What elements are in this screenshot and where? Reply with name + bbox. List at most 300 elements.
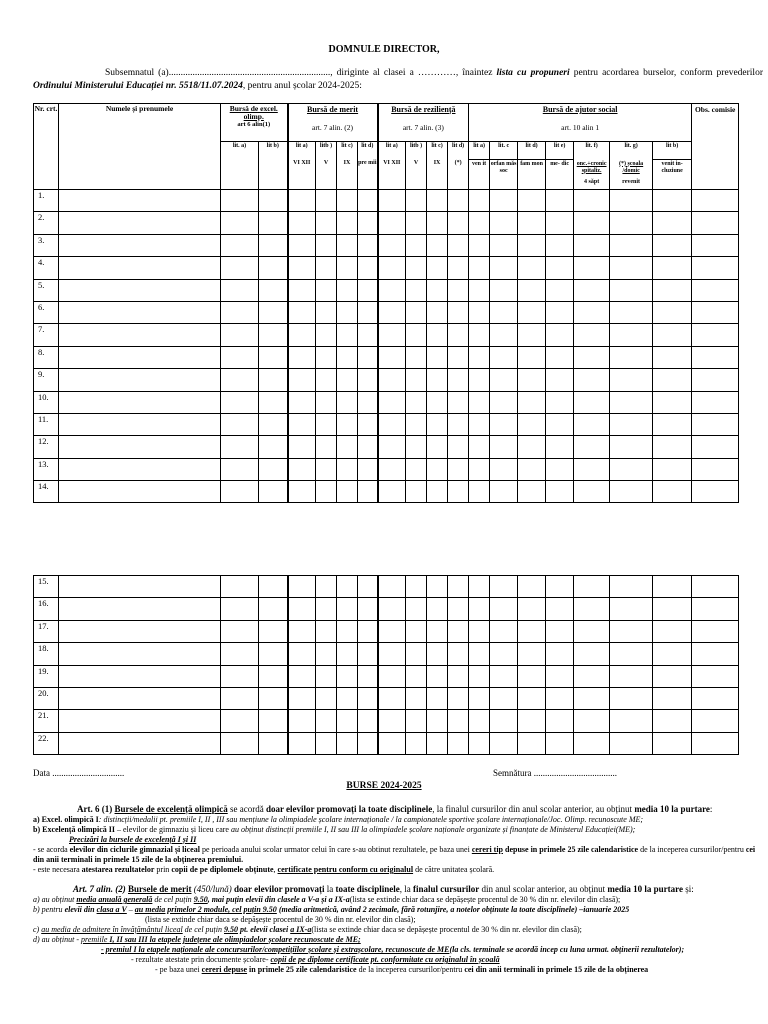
bursary-cell (469, 413, 490, 435)
social-subcol-bottom-0 (469, 160, 490, 190)
bursary-cell (316, 212, 337, 234)
bursary-cell (337, 687, 358, 709)
bursary-cell (221, 369, 259, 391)
bursary-cell (378, 234, 406, 256)
bursary-cell (653, 576, 692, 598)
bursary-cell (316, 234, 337, 256)
bursary-cell (316, 257, 337, 279)
bursary-cell (546, 257, 574, 279)
merit-subcol-bottom: pre mii (358, 160, 377, 166)
merit-c-5: pt. elevii clasei (238, 925, 291, 934)
bursary-cell (288, 576, 316, 598)
cond1-text-b: elevilor din ciclurile gimnazial și liceal (69, 845, 200, 854)
bursary-cell (610, 324, 653, 346)
result1-a: - r (131, 955, 139, 964)
bursary-cell (221, 212, 259, 234)
bursary-cell (288, 190, 316, 212)
col-header-resilience (378, 104, 469, 142)
row-number: 8. (34, 346, 59, 368)
bursary-cell (692, 732, 739, 754)
row-number: 11. (34, 413, 59, 435)
bursary-cell (490, 576, 518, 598)
bursary-cell (610, 620, 653, 642)
row-number: 1. (34, 190, 59, 212)
bursary-cell (358, 391, 378, 413)
row-number: 10. (34, 391, 59, 413)
merit-b-2: elevii din (64, 905, 97, 914)
bursary-cell (490, 598, 518, 620)
row-number: 18. (34, 643, 59, 665)
bursary-cell (288, 301, 316, 323)
bursary-cell (358, 413, 378, 435)
bursary-cell (574, 234, 610, 256)
bursary-cell (259, 665, 288, 687)
student-name-cell (59, 369, 221, 391)
row-number: 21. (34, 710, 59, 732)
col-header-name: Numele și prenumele (59, 104, 221, 190)
student-name-cell (59, 710, 221, 732)
table-row (34, 324, 739, 346)
bursary-cell (469, 279, 490, 301)
bursary-cell (490, 346, 518, 368)
bursary-cell (610, 710, 653, 732)
bursary-cell (406, 436, 427, 458)
col-header-excel (221, 104, 288, 142)
cond2-text-b: atestarea rezultatelor (81, 865, 155, 874)
bursary-cell (546, 481, 574, 503)
bursary-cell (316, 279, 337, 301)
bursary-cell (574, 436, 610, 458)
bursary-cell (259, 391, 288, 413)
social-subcol-bottom-6 (653, 160, 692, 190)
bursary-cell (221, 732, 259, 754)
bursary-cell (469, 391, 490, 413)
bursary-cell (546, 598, 574, 620)
bursary-cell (546, 324, 574, 346)
bursary-cell (469, 481, 490, 503)
intro-text-2: lista cu propuneri (496, 68, 570, 78)
resilience-subcol-2 (427, 142, 448, 190)
bursary-cell (469, 324, 490, 346)
bursary-cell (448, 643, 469, 665)
bursary-cell (427, 301, 448, 323)
bursary-cell (406, 481, 427, 503)
bursary-cell (469, 643, 490, 665)
social-subcol-mid: (*) școala /domic (619, 160, 644, 174)
bursary-cell (518, 481, 546, 503)
bursary-cell (490, 436, 518, 458)
bursary-cell (378, 576, 406, 598)
bursary-cell (490, 257, 518, 279)
bursary-cell (427, 643, 448, 665)
bursary-cell (448, 190, 469, 212)
bursary-cell (692, 710, 739, 732)
bursary-cell (427, 687, 448, 709)
merit-c-4: 9.50 (224, 925, 238, 934)
bursary-cell (221, 190, 259, 212)
bursary-cell (259, 301, 288, 323)
bursary-cell (358, 732, 378, 754)
bursary-cell (692, 257, 739, 279)
bursary-cell (316, 481, 337, 503)
bursary-cell (653, 391, 692, 413)
merit-a-3: de cel puțin (152, 895, 194, 904)
merit-subcol-1 (316, 142, 337, 190)
bursary-cell (518, 279, 546, 301)
bursary-cell (337, 458, 358, 480)
intro-text-5: , pentru anul școlar 2024-2025: (242, 81, 362, 91)
merit-subcol-2 (337, 142, 358, 190)
bursary-cell (427, 436, 448, 458)
bursary-cell (337, 732, 358, 754)
bursary-cell (358, 710, 378, 732)
excel-b-line (33, 825, 763, 835)
bursary-cell (518, 732, 546, 754)
bursary-cell (358, 257, 378, 279)
student-name-cell (59, 576, 221, 598)
bursary-cell (427, 369, 448, 391)
excel-a-label: a) Excel. olimpică I (33, 815, 99, 824)
merit-b-line (33, 905, 763, 915)
table-row (34, 212, 739, 234)
resilience-subcol-0 (378, 142, 406, 190)
bursary-cell (490, 301, 518, 323)
bursary-cell (518, 687, 546, 709)
bursary-cell (259, 436, 288, 458)
bursary-cell (406, 458, 427, 480)
bursary-cell (378, 413, 406, 435)
bursary-cell (288, 436, 316, 458)
bursary-cell (653, 413, 692, 435)
social-subcol-top-3: lit e) (546, 142, 574, 160)
bursary-cell (427, 279, 448, 301)
bursary-cell (448, 598, 469, 620)
result2-d: de la inceperea cursurilor/pentru (356, 965, 465, 974)
bursary-cell (337, 279, 358, 301)
merit-b-4: – (126, 905, 135, 914)
bursary-cell (337, 234, 358, 256)
bursary-cell (406, 257, 427, 279)
bursary-cell (448, 324, 469, 346)
merit-c-3: de cel puțin (182, 925, 224, 934)
bursary-cell (288, 620, 316, 642)
row-number: 6. (34, 301, 59, 323)
bursary-cell (653, 732, 692, 754)
excel-b-label: b) Excelență olimpică II (33, 825, 115, 834)
social-subcol-detail: 4 săpt (584, 178, 600, 185)
art6-heading: Art. 6 (1) (77, 804, 115, 814)
bursary-cell (518, 598, 546, 620)
bursary-cell (692, 620, 739, 642)
bursary-cell (288, 665, 316, 687)
result-line-2 (33, 965, 763, 975)
bursary-cell (221, 324, 259, 346)
bursary-cell (546, 391, 574, 413)
bursary-cell (406, 576, 427, 598)
bursary-cell (259, 212, 288, 234)
social-subcol-bottom-5 (610, 160, 653, 190)
bursary-cell (653, 369, 692, 391)
bursary-cell (653, 279, 692, 301)
bursary-cell (221, 234, 259, 256)
bursary-cell (259, 458, 288, 480)
row-number: 7. (34, 324, 59, 346)
merit-d-4: - premiul I la etapele naționale ale concursurilor/competițiilor școlare și extrașcolare, recunoscute de ME (101, 945, 450, 954)
bursary-cell (427, 576, 448, 598)
bursary-cell (427, 710, 448, 732)
table-row (34, 620, 739, 642)
bursary-cell (610, 369, 653, 391)
bursary-cell (427, 212, 448, 234)
bursary-cell (378, 481, 406, 503)
bursary-cell (692, 324, 739, 346)
bursary-cell (518, 665, 546, 687)
bursary-cell (448, 212, 469, 234)
student-name-cell (59, 436, 221, 458)
bursary-cell (448, 665, 469, 687)
bursary-cell (358, 481, 378, 503)
bursary-cell (653, 301, 692, 323)
merit-d-line (33, 935, 763, 945)
bursary-cell (316, 369, 337, 391)
bursary-cell (378, 346, 406, 368)
bursary-cell (221, 413, 259, 435)
intro-text-1: Subsemnatul (a)...................................................................., diriginte al clasei a …………, înaintez (105, 68, 497, 78)
bursary-cell (448, 279, 469, 301)
table-row (34, 346, 739, 368)
bursary-cell (469, 346, 490, 368)
bursary-cell (427, 620, 448, 642)
result-line-1 (33, 955, 763, 965)
bursary-cell (221, 436, 259, 458)
cond1-text-a: - se acorda (33, 845, 70, 854)
bursary-table-part2 (33, 575, 739, 755)
merit-subcol-bottom: VI XII (293, 160, 311, 166)
bursary-cell (610, 643, 653, 665)
bursary-cell (406, 212, 427, 234)
bursary-cell (448, 732, 469, 754)
bursary-cell (288, 212, 316, 234)
social-subcol-top-4: lit. f) (574, 142, 610, 160)
bursary-cell (574, 576, 610, 598)
bursary-cell (490, 212, 518, 234)
bursary-cell (337, 598, 358, 620)
social-subcol-top-6: lit b) (653, 142, 692, 160)
merit-a-4: 9.50 (193, 895, 208, 904)
bursary-cell (316, 665, 337, 687)
merit-a-5: , mai puțin elevii din clasele a V-a și a IX-a (207, 895, 350, 904)
table-row (34, 576, 739, 598)
social-subcol-detail: orfan măs soc (490, 161, 517, 174)
bursary-cell (259, 369, 288, 391)
bursary-cell (406, 687, 427, 709)
bursary-cell (358, 643, 378, 665)
bursary-cell (221, 665, 259, 687)
bursary-cell (221, 710, 259, 732)
bursary-cell (469, 687, 490, 709)
student-name-cell (59, 279, 221, 301)
bursary-cell (406, 620, 427, 642)
bursary-cell (378, 190, 406, 212)
table-row (34, 481, 739, 503)
merit-subcol-3 (358, 142, 378, 190)
table-row (34, 687, 739, 709)
bursary-cell (288, 481, 316, 503)
bursary-cell (490, 732, 518, 754)
resilience-subcol-bottom: (*) (454, 160, 462, 166)
art7-paragraph (33, 884, 763, 895)
bursary-cell (358, 212, 378, 234)
bursary-cell (574, 257, 610, 279)
bursary-cell (448, 458, 469, 480)
bursary-cell (378, 732, 406, 754)
bursary-cell (259, 413, 288, 435)
bursary-cell (692, 665, 739, 687)
bursary-cell (490, 643, 518, 665)
signature-label: Semnătura ..................................... (493, 768, 617, 778)
bursary-cell (490, 687, 518, 709)
bursary-cell (316, 710, 337, 732)
bursary-cell (610, 279, 653, 301)
social-subcol-top-5: lit. g) (610, 142, 653, 160)
bursary-cell (469, 436, 490, 458)
social-subcol-detail: fam mon (520, 161, 544, 167)
bursary-cell (337, 301, 358, 323)
bursary-cell (259, 687, 288, 709)
bursary-cell (337, 257, 358, 279)
intro-text-3: pentru acordarea burselor, conform prevederilor (569, 68, 763, 78)
bursary-cell (490, 391, 518, 413)
bursary-cell (378, 620, 406, 642)
bursary-cell (610, 301, 653, 323)
excel-subcol-1: lit b) (259, 142, 288, 190)
student-name-cell (59, 190, 221, 212)
art7-title: Bursele de merit (128, 884, 192, 894)
bursary-cell (448, 391, 469, 413)
row-number: 13. (34, 458, 59, 480)
bursary-cell (316, 413, 337, 435)
resilience-subcol-top: litb ) (409, 143, 423, 149)
bursary-cell (259, 190, 288, 212)
social-article: art. 10 alin 1 (561, 123, 600, 132)
art6-text-3: , la finalul cursurilor din anul scolar anterior, au obținut (432, 804, 635, 814)
merit-a-1: a) au obținut (33, 895, 77, 904)
row-number: 17. (34, 620, 59, 642)
bursary-cell (692, 279, 739, 301)
row-number: 2. (34, 212, 59, 234)
bursary-cell (316, 732, 337, 754)
bursary-cell (288, 643, 316, 665)
merit-article: art. 7 alin. (2) (312, 123, 354, 132)
table-row (34, 643, 739, 665)
bursary-cell (546, 643, 574, 665)
bursary-cell (546, 279, 574, 301)
bursary-cell (610, 346, 653, 368)
bursary-cell (221, 301, 259, 323)
bursary-cell (316, 391, 337, 413)
bursary-cell (692, 190, 739, 212)
bursary-cell (610, 413, 653, 435)
bursary-cell (546, 212, 574, 234)
bursary-cell (448, 481, 469, 503)
merit-b-1: b) pentru (33, 905, 65, 914)
bursary-cell (316, 436, 337, 458)
bursary-cell (358, 436, 378, 458)
table-row (34, 458, 739, 480)
bursary-cell (518, 324, 546, 346)
merit-c-2: au media de admitere în învățământul liceal (41, 925, 183, 934)
merit-c-6: a IX-a (290, 925, 312, 934)
bursary-cell (358, 279, 378, 301)
bursary-cell (490, 413, 518, 435)
bursary-cell (378, 598, 406, 620)
bursary-cell (337, 413, 358, 435)
bursary-cell (490, 620, 518, 642)
bursary-cell (692, 598, 739, 620)
social-subcol-top-2: lit d) (518, 142, 546, 160)
bursary-cell (259, 257, 288, 279)
bursary-cell (692, 687, 739, 709)
bursary-cell (378, 212, 406, 234)
bursary-cell (406, 279, 427, 301)
bursary-cell (221, 598, 259, 620)
bursary-cell (378, 458, 406, 480)
bursary-cell (546, 665, 574, 687)
bursary-cell (490, 710, 518, 732)
bursary-cell (316, 324, 337, 346)
bursary-cell (653, 324, 692, 346)
merit-d-line-2 (33, 945, 763, 955)
bursary-cell (288, 234, 316, 256)
bursary-cell (427, 346, 448, 368)
art6-text-5: : (709, 804, 713, 814)
bursary-cell (288, 687, 316, 709)
col-header-nr: Nr. crt. (34, 104, 59, 190)
merit-subcol-top: lit a) (295, 143, 308, 149)
bursary-cell (221, 257, 259, 279)
cond-line-2 (33, 865, 763, 875)
merit-b-5: au media primelor 2 module, cel puțin 9.50 (134, 905, 277, 914)
col-header-merit (288, 104, 378, 142)
table-row (34, 279, 739, 301)
bursary-cell (518, 212, 546, 234)
bursary-cell (316, 458, 337, 480)
social-title: Bursă de ajutor social (542, 105, 618, 114)
bursary-cell (406, 346, 427, 368)
bursary-cell (406, 369, 427, 391)
bursary-cell (316, 598, 337, 620)
bursary-cell (259, 279, 288, 301)
bursary-cell (518, 234, 546, 256)
bursary-cell (610, 391, 653, 413)
bursary-cell (448, 257, 469, 279)
student-name-cell (59, 732, 221, 754)
bursary-cell (610, 481, 653, 503)
cond2-text-f: certificate pentru conform cu originalul (277, 865, 414, 874)
bursary-cell (448, 710, 469, 732)
merit-title: Bursă de merit (306, 105, 359, 114)
bursary-cell (316, 346, 337, 368)
bursary-cell (518, 369, 546, 391)
bursary-cell (288, 257, 316, 279)
bursary-cell (221, 279, 259, 301)
precizari-line (33, 835, 763, 845)
row-number: 5. (34, 279, 59, 301)
bursary-cell (378, 687, 406, 709)
bursary-cell (518, 301, 546, 323)
bursary-cell (469, 212, 490, 234)
student-name-cell (59, 346, 221, 368)
